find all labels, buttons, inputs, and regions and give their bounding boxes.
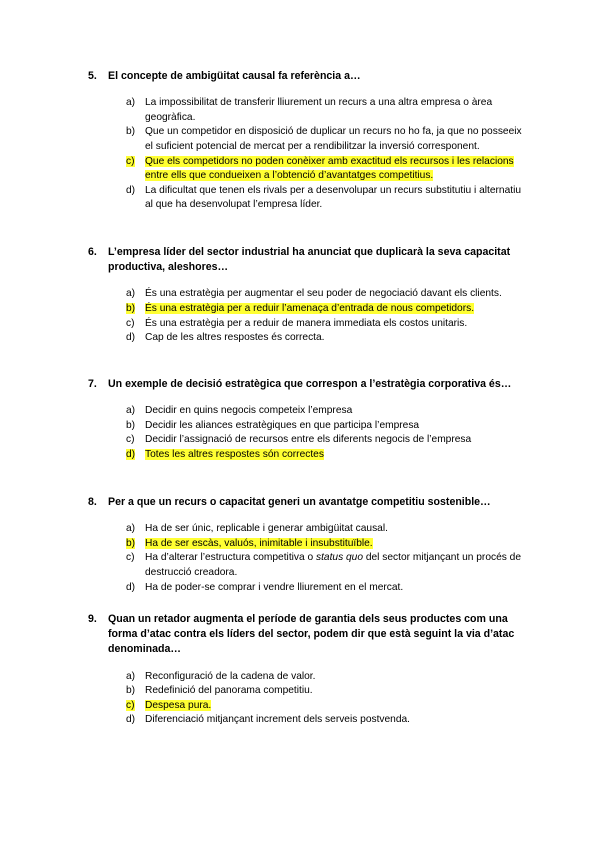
option-letter: b) [126,537,136,549]
option-d [126,331,528,346]
options-list [88,96,528,213]
question-text: El concepte de ambigüitat causal fa referència a… [108,70,361,82]
option-text: Decidir en quins negocis competeix l’empresa [145,405,353,417]
question-header [88,495,528,510]
option-text: Despesa pura. [145,699,212,711]
option-letter: d) [126,581,136,593]
option-text-italic: status quo [316,552,364,564]
option-d [126,713,528,728]
option-letter: d) [126,448,136,460]
option-letter: d) [126,184,136,196]
option-d [126,184,528,213]
question-8 [88,495,528,595]
option-letter: c) [126,155,135,167]
option-c [126,317,528,332]
option-letter: c) [126,317,135,329]
options-list [88,287,528,345]
option-b-highlighted [126,537,528,552]
option-a [126,287,528,302]
option-text: La dificultat que tenen els rivals per a desenvolupar un recurs substitutiu i alternatiu al que ha desenvolupat l’empresa líder. [145,184,522,211]
option-text: La impossibilitat de transferir lliurement un recurs a una altra empresa o àrea geogràfica. [145,97,493,123]
option-text: Cap de les altres respostes és correcta. [145,332,325,344]
option-letter: b) [126,419,136,431]
option-letter: d) [126,332,136,344]
question-text: Per a que un recurs o capacitat generi un avantatge competitiu sostenible… [108,496,491,508]
option-text: Totes les altres respostes són correctes [145,448,324,460]
option-a [126,404,528,419]
option-a [126,670,528,685]
option-letter: a) [126,405,136,417]
option-text: Decidir l’assignació de recursos entre els diferents negocis de l’empresa [145,434,472,446]
question-header [88,377,528,392]
option-text: Ha de poder-se comprar i vendre lliurement en el mercat. [145,581,404,593]
question-9 [88,612,528,728]
option-letter: c) [126,699,135,711]
option-c-highlighted [126,155,528,184]
option-text: Decidir les aliances estratègiques en que participa l’empresa [145,419,420,431]
option-text: Que els competidors no poden conèixer amb exactitud els recursos i les relacions entre ells que condueixen a l’obtenció d’avantatges competitius. [145,155,514,182]
question-7 [88,377,528,463]
option-text: Diferenciació mitjançant increment dels serveis postvenda. [145,714,410,726]
option-text-after: del sector mitjançant un procés de destrucció creadora. [145,552,522,578]
option-a [126,522,528,537]
question-number: 6. [88,246,97,258]
option-c-highlighted [126,699,528,714]
question-number: 8. [88,496,97,508]
question-text: L’empresa líder del sector industrial ha anunciat que duplicarà la seva capacitat productiva, aleshores… [108,246,511,274]
question-number: 5. [88,70,97,82]
option-text: Ha de ser únic, replicable i generar ambigüitat causal. [145,523,388,535]
options-list [88,670,528,728]
option-c [126,433,528,448]
options-list [88,404,528,462]
option-text: Ha de ser escàs, valuós, inimitable i insubstituïble. [145,537,373,549]
option-letter: a) [126,670,136,682]
option-letter: c) [126,434,135,446]
option-b [126,684,528,699]
option-letter: b) [126,685,136,697]
option-letter: a) [126,97,136,109]
option-text [145,551,528,580]
option-text: Reconfiguració de la cadena de valor. [145,670,316,682]
option-text: És una estratègia per a reduir de manera immediata els costos unitaris. [145,317,468,329]
option-letter: b) [126,126,136,138]
option-d-highlighted [126,448,528,463]
options-list [88,522,528,595]
option-letter: d) [126,714,136,726]
question-number: 7. [88,378,97,390]
question-text: Quan un retador augmenta el període de garantia dels seus productes com una forma d’atac contra els líders del sector, podem dir que està seguint la via d’atac denominada… [108,613,515,656]
question-5 [88,69,528,213]
question-number: 9. [88,613,97,625]
option-text: Redefinició del panorama competitiu. [145,685,313,697]
option-b-highlighted [126,302,528,317]
option-letter: a) [126,288,136,300]
option-text-before: Ha d’alterar l’estructura competitiva o [145,552,316,564]
question-header [88,612,528,658]
question-header [88,69,528,84]
option-text: És una estratègia per a reduir l’amenaça d’entrada de nous competidors. [145,303,475,314]
option-a [126,96,528,125]
question-header [88,245,528,275]
option-text: És una estratègia per augmentar el seu poder de negociació davant els clients. [145,288,502,300]
option-d [126,581,528,596]
option-b [126,125,528,154]
option-b [126,419,528,434]
option-c [126,551,528,580]
option-letter: a) [126,523,136,535]
question-text: Un exemple de decisió estratègica que correspon a l’estratègia corporativa és… [108,378,512,390]
option-text: Que un competidor en disposició de duplicar un recurs no ho fa, ja que no posseeix el suficient potencial de mercat per a rendibilitzar la inversió corresponent. [145,126,522,152]
option-letter: b) [126,303,136,314]
option-letter: c) [126,552,135,564]
question-6 [88,245,528,346]
